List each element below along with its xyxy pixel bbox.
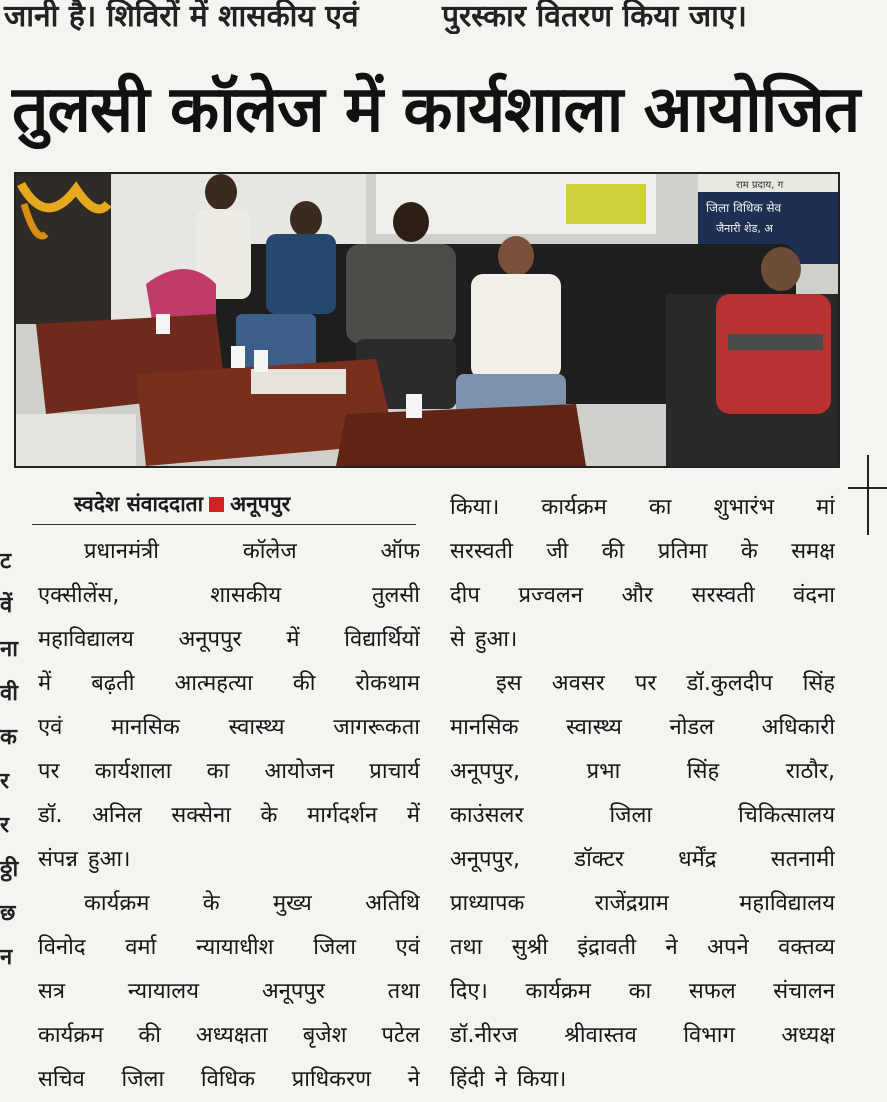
word: डॉ. — [38, 803, 63, 828]
word: इस — [496, 671, 522, 696]
previous-article-left: जानी है। शिविरों में शासकीय एवं — [4, 0, 359, 34]
word: दिए। — [450, 979, 488, 1004]
text-line — [450, 1014, 835, 1058]
word: कार्यक्रम — [525, 979, 591, 1004]
word: बृजेश — [302, 1023, 347, 1048]
text-line — [450, 706, 835, 750]
article-column-1 — [38, 530, 420, 1102]
word: डॉ.कुलदीप — [686, 671, 773, 696]
byline-place: अनूपपुर — [230, 492, 291, 516]
previous-article-fragment — [0, 0, 887, 34]
word: वर्मा — [125, 935, 157, 960]
word: शासकीय — [210, 583, 282, 608]
word: कार्यशाला — [94, 759, 172, 784]
word: के — [202, 891, 220, 916]
word: प्रधानमंत्री — [84, 539, 159, 564]
word: स्वास्थ्य — [228, 715, 285, 740]
word: हुआ। — [87, 847, 131, 872]
word: में — [38, 671, 52, 696]
word: समक्ष — [791, 539, 835, 564]
word: एक्सीलेंस, — [38, 583, 120, 608]
word: ऑफ — [380, 539, 420, 564]
word: मां — [816, 495, 835, 520]
word: के — [740, 539, 758, 564]
byline-reporter: स्वदेश संवाददाता — [74, 492, 204, 516]
text-line — [38, 618, 420, 662]
word: रोकथाम — [355, 671, 420, 696]
word: सिंह — [686, 759, 720, 784]
word: स्वास्थ्य — [566, 715, 622, 740]
word: सचिव — [38, 1067, 85, 1092]
word: विभाग — [683, 1023, 735, 1048]
word: का — [628, 979, 652, 1004]
word: सतनामी — [770, 847, 835, 872]
word: विनोद — [38, 935, 86, 960]
fragment-glyph: छ — [0, 901, 16, 926]
word: सरस्वती — [691, 583, 755, 608]
text-line — [450, 838, 835, 882]
word: डॉक्टर — [574, 847, 624, 872]
word: तथा — [450, 935, 483, 960]
word: प्राध्यापक — [450, 891, 525, 916]
headline: तुलसी कॉलेज में कार्यशाला आयोजित — [12, 73, 860, 147]
word: ने — [665, 935, 678, 960]
word: अतिथि — [365, 891, 420, 916]
word: प्रज्वलन — [518, 583, 583, 608]
word: सफल — [688, 979, 736, 1004]
text-line — [38, 530, 420, 574]
word: की — [601, 539, 625, 564]
word: का — [206, 759, 230, 784]
word: प्राचार्य — [369, 759, 420, 784]
word: सुश्री — [511, 935, 548, 960]
word: आत्महत्या — [174, 671, 253, 696]
word: अनूपपुर — [178, 627, 242, 652]
text-line — [38, 1058, 420, 1102]
word: में — [406, 803, 420, 828]
word: चिकित्सालय — [738, 803, 835, 828]
text-line — [450, 882, 835, 926]
word: जागरूकता — [333, 715, 420, 740]
word: संचालन — [773, 979, 835, 1004]
word: हुआ। — [474, 627, 518, 652]
fragment-glyph: र — [0, 769, 9, 794]
word: मानसिक — [450, 715, 519, 740]
word: नोडल — [669, 715, 715, 740]
word: विद्यार्थियों — [344, 627, 420, 652]
word: हिंदी — [450, 1067, 485, 1092]
word: सत्र — [38, 979, 66, 1004]
word: अध्यक्षता — [195, 1023, 268, 1048]
word: वंदना — [793, 583, 835, 608]
word: सरस्वती — [450, 539, 513, 564]
word: शुभारंभ — [713, 495, 775, 520]
text-line — [450, 1058, 835, 1102]
word: से — [450, 627, 465, 652]
word: एवं — [395, 935, 420, 960]
word: न्यायाधीश — [195, 935, 274, 960]
word: किया। — [450, 495, 500, 520]
word: अनूपपुर — [261, 979, 325, 1004]
text-line — [450, 662, 835, 706]
word: एवं — [38, 715, 63, 740]
word: अधिकारी — [761, 715, 835, 740]
word: कॉलेज — [242, 539, 297, 564]
word: जी — [546, 539, 569, 564]
byline-rule — [32, 524, 416, 525]
text-line — [450, 574, 835, 618]
word: कार्यक्रम — [38, 1023, 104, 1048]
word: इंद्रावती — [577, 935, 637, 960]
text-line — [450, 970, 835, 1014]
banner-line-2: जिला विधिक सेव — [706, 201, 782, 215]
word: राठौर, — [785, 759, 835, 784]
word: आयोजन — [264, 759, 335, 784]
fragment-glyph: क — [0, 725, 17, 750]
word: जिला — [121, 1067, 165, 1092]
banner-line-3: जैनारी शेड, अ — [716, 222, 773, 235]
word: राजेंद्रग्राम — [594, 891, 669, 916]
word: पटेल — [381, 1023, 420, 1048]
red-square-icon — [209, 497, 224, 512]
word: अनिल — [92, 803, 142, 828]
word: संपन्न — [38, 847, 78, 872]
word: और — [621, 583, 654, 608]
text-line — [450, 794, 835, 838]
word: का — [648, 495, 672, 520]
word: कार्यक्रम — [541, 495, 607, 520]
word: बढ़ती — [91, 671, 135, 696]
article-column-2 — [450, 486, 835, 1102]
word: विधिक — [200, 1067, 255, 1092]
word: दीप — [450, 583, 480, 608]
byline — [74, 490, 404, 518]
word: में — [286, 627, 300, 652]
word: वक्तव्य — [778, 935, 835, 960]
news-photo — [14, 172, 840, 468]
registration-mark — [848, 455, 887, 535]
adjacent-column-fragment — [0, 540, 22, 980]
text-line — [450, 926, 835, 970]
word: अपने — [707, 935, 749, 960]
fragment-glyph: र — [0, 813, 9, 838]
word: डॉ.नीरज — [450, 1023, 518, 1048]
fragment-glyph: ना — [0, 637, 18, 662]
word: की — [138, 1023, 161, 1048]
banner-line-1: राम प्रदाय, ग — [736, 180, 784, 191]
word: महाविद्यालय — [38, 627, 134, 652]
word: काउंसलर — [450, 803, 524, 828]
text-line — [38, 662, 420, 706]
text-line — [38, 750, 420, 794]
word: के — [260, 803, 278, 828]
word: सक्सेना — [171, 803, 231, 828]
word: अवसर — [551, 671, 605, 696]
text-line — [38, 794, 420, 838]
text-line — [38, 574, 420, 618]
word: मानसिक — [111, 715, 180, 740]
word: प्राधिकरण — [291, 1067, 371, 1092]
word: अनूपपुर, — [450, 759, 521, 784]
text-line — [38, 838, 420, 882]
text-line — [450, 618, 835, 662]
word: महाविद्यालय — [739, 891, 835, 916]
text-line — [38, 970, 420, 1014]
fragment-glyph: ट — [0, 549, 12, 574]
text-line — [450, 750, 835, 794]
previous-article-right: पुरस्कार वितरण किया जाए। — [442, 0, 747, 34]
fragment-glyph: ठ्ठी — [0, 857, 19, 882]
word: मार्गदर्शन — [307, 803, 378, 828]
word: जिला — [609, 803, 653, 828]
word: ने — [494, 1067, 507, 1092]
word: मुख्य — [273, 891, 312, 916]
text-line — [38, 1014, 420, 1058]
word: तुलसी — [371, 583, 420, 608]
word: सिंह — [802, 671, 835, 696]
word: प्रतिमा — [657, 539, 708, 564]
word: धर्मेंद्र — [678, 847, 717, 872]
word: तथा — [387, 979, 420, 1004]
text-line — [450, 530, 835, 574]
word: कार्यक्रम — [84, 891, 150, 916]
text-line — [38, 706, 420, 750]
word: जिला — [313, 935, 356, 960]
text-line — [38, 926, 420, 970]
word: अध्यक्ष — [781, 1023, 835, 1048]
fragment-glyph: वी — [0, 681, 18, 706]
word: श्रीवास्तव — [564, 1023, 637, 1048]
word: किया। — [516, 1067, 567, 1092]
fragment-glyph: वें — [0, 593, 13, 618]
word: पर — [38, 759, 60, 784]
text-line — [450, 486, 835, 530]
word: न्यायालय — [127, 979, 199, 1004]
word: पर — [634, 671, 657, 696]
word: की — [292, 671, 316, 696]
word: अनूपपुर, — [450, 847, 521, 872]
word: ने — [407, 1067, 420, 1092]
fragment-glyph: न — [0, 945, 13, 970]
text-line — [38, 882, 420, 926]
word: प्रभा — [586, 759, 621, 784]
